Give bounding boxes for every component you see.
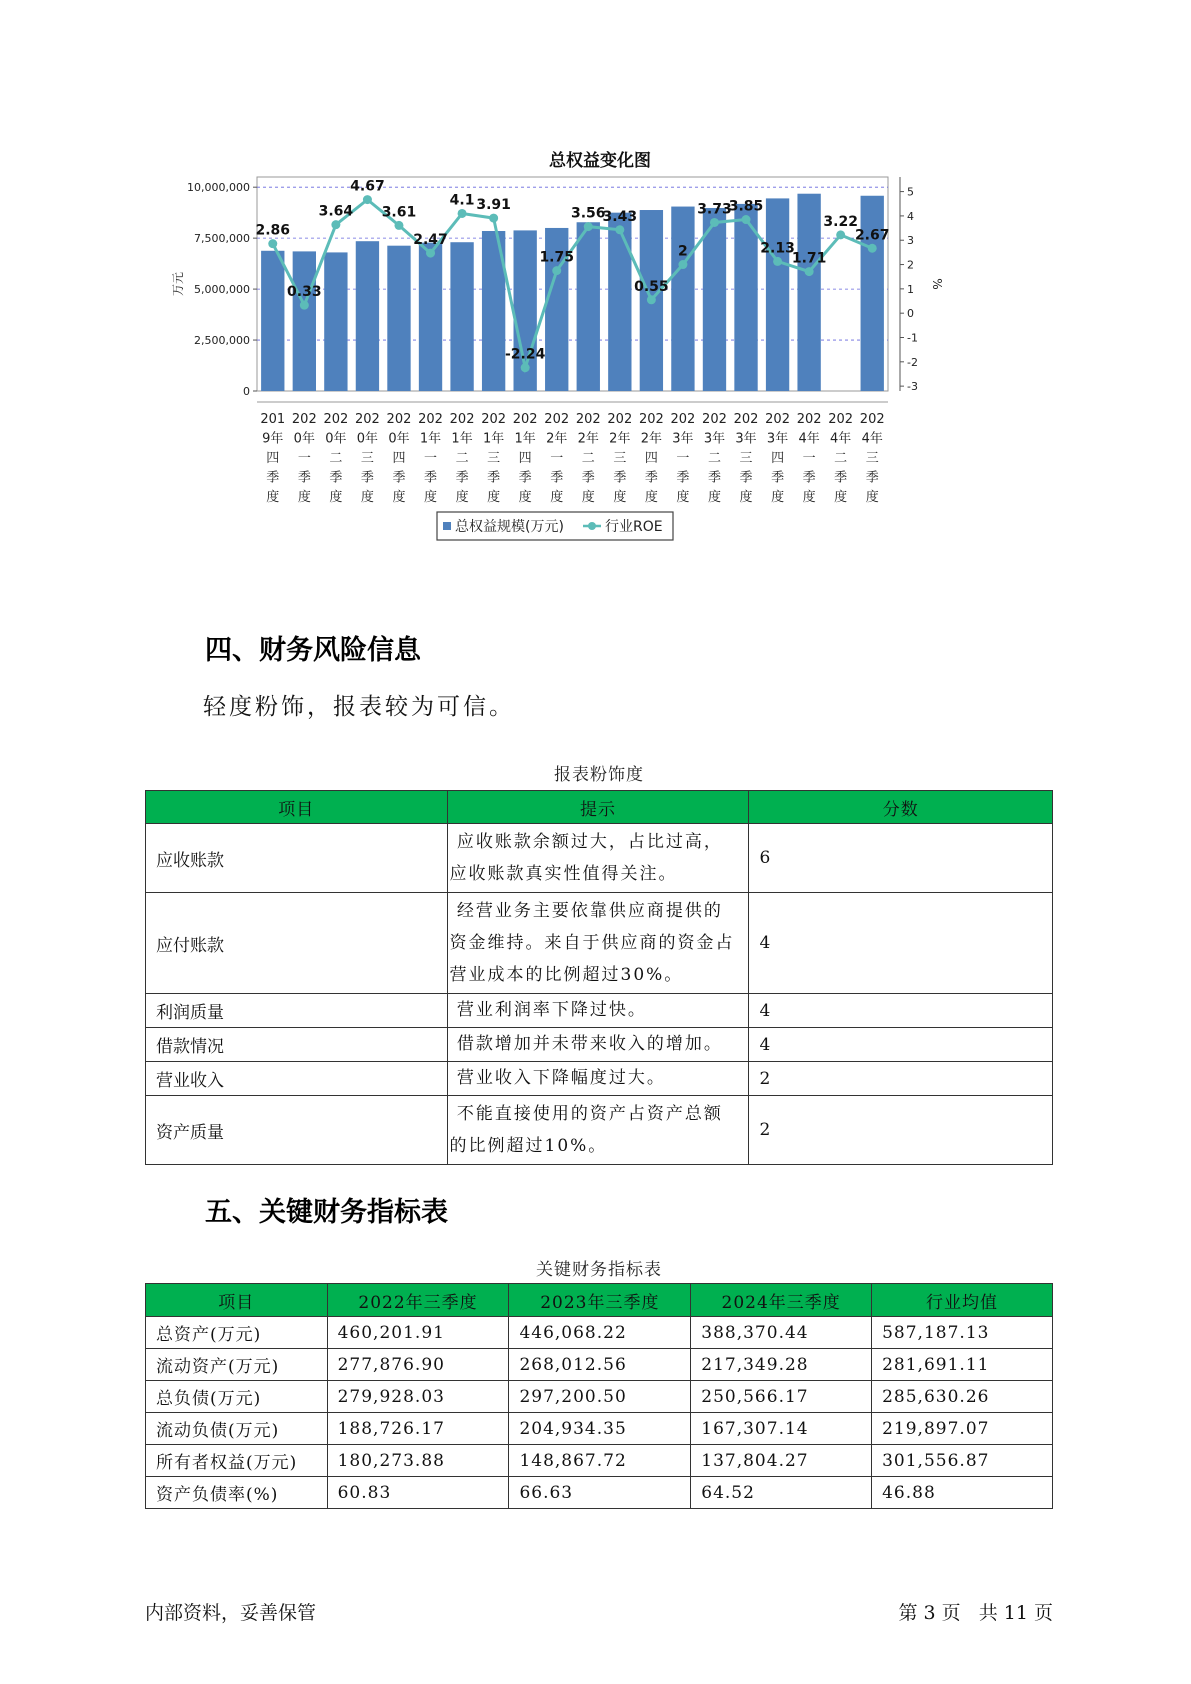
roe-point (268, 239, 277, 248)
kpi-value: 388,370.44 (691, 1317, 872, 1349)
table-row (146, 1317, 1053, 1349)
y-right-tick-label: -3 (907, 380, 918, 394)
risk-item: 利润质量 (146, 994, 448, 1028)
bar (450, 242, 473, 391)
kpi-header-2023q3: 2023年三季度 (509, 1284, 691, 1317)
x-tick-label: 202 4年三季度 (859, 412, 885, 505)
bar (608, 213, 631, 391)
kpi-item: 流动负债(万元) (146, 1413, 328, 1445)
y-left-tick-label: 10,000,000 (187, 181, 250, 195)
bar (766, 198, 789, 391)
table-row (146, 1062, 1053, 1096)
kpi-item: 总资产(万元) (146, 1317, 328, 1349)
risk-hint (447, 893, 749, 994)
kpi-table-header (146, 1284, 1053, 1317)
roe-data-label: 2.86 (255, 222, 291, 239)
x-tick-label: 202 3年三季度 (733, 412, 759, 505)
y-right-axis-label: % (930, 278, 944, 290)
risk-hint-line: 营业成本的比例超过30%。 (449, 965, 684, 985)
section4-heading: 四、财务风险信息 (205, 635, 421, 666)
kpi-header-2022q3: 2022年三季度 (327, 1284, 509, 1317)
y-right-tick-label: -2 (907, 355, 918, 369)
risk-item: 资产质量 (146, 1096, 448, 1165)
kpi-value: 148,867.72 (509, 1445, 691, 1477)
kpi-value: 587,187.13 (872, 1317, 1053, 1349)
bar (577, 222, 600, 391)
table-row (146, 1413, 1053, 1445)
x-tick-label: 201 9年四季度 (260, 412, 286, 505)
roe-data-label: 3.22 (823, 213, 858, 230)
y-left-tick-label: 5,000,000 (194, 283, 250, 297)
risk-hint (447, 1096, 749, 1165)
x-tick-label: 202 2年四季度 (638, 412, 664, 505)
x-tick-label: 202 0年四季度 (386, 412, 412, 505)
table-row (146, 994, 1053, 1028)
roe-data-label: 3.85 (728, 198, 764, 215)
table-row (146, 1028, 1053, 1062)
kpi-value: 60.83 (327, 1477, 509, 1509)
table-row (146, 1349, 1053, 1381)
roe-point (521, 363, 530, 372)
kpi-value: 446,068.22 (509, 1317, 691, 1349)
bar (356, 241, 379, 391)
roe-point (615, 225, 624, 234)
table-row (146, 1445, 1053, 1477)
risk-hint-line: 应收账款真实性值得关注。 (449, 864, 678, 884)
roe-data-label: 4.67 (350, 178, 385, 195)
kpi-value: 46.88 (872, 1477, 1053, 1509)
risk-hint-line: 借款增加并未带来收入的增加。 (449, 1034, 723, 1054)
header-hint: 提示 (447, 791, 749, 824)
bar (324, 252, 347, 391)
roe-data-label: 0.55 (634, 278, 669, 295)
chart-svg (160, 140, 1020, 600)
kpi-header-item: 项目 (146, 1284, 328, 1317)
roe-point (584, 222, 593, 231)
roe-data-label: 0.33 (287, 284, 322, 301)
y-left-axis-label: 万元 (171, 271, 185, 297)
kpi-item: 资产负债率(%) (146, 1477, 328, 1509)
kpi-item: 流动资产(万元) (146, 1349, 328, 1381)
x-tick-label: 202 4年一季度 (796, 412, 822, 505)
kpi-table-caption: 关键财务指标表 (536, 1260, 662, 1280)
risk-item: 应收账款 (146, 824, 448, 893)
kpi-value: 180,273.88 (327, 1445, 509, 1477)
risk-score: 2 (749, 1062, 1053, 1096)
kpi-item: 总负债(万元) (146, 1381, 328, 1413)
footer-confidential: 内部资料，妥善保管 (145, 1602, 317, 1624)
y-right-tick-label: 0 (907, 307, 914, 321)
risk-hint (447, 1028, 749, 1062)
bar (861, 196, 884, 391)
y-right-tick-label: 1 (907, 282, 914, 296)
bar (387, 246, 410, 391)
header-item: 项目 (146, 791, 448, 824)
legend-bar-label: 总权益规模(万元) (455, 519, 564, 535)
kpi-value: 277,876.90 (327, 1349, 509, 1381)
roe-data-label: -2.24 (504, 346, 546, 363)
risk-item: 营业收入 (146, 1062, 448, 1096)
y-left-tick-label: 7,500,000 (194, 232, 250, 246)
kpi-table (145, 1283, 1053, 1509)
roe-point (489, 214, 498, 223)
section5-heading: 五、关键财务指标表 (205, 1197, 448, 1228)
risk-hint-line: 的比例超过10%。 (449, 1136, 608, 1156)
table-row (146, 824, 1053, 893)
kpi-value: 301,556.87 (872, 1445, 1053, 1477)
risk-hint-line: 应收账款余额过大，占比过高， (449, 832, 723, 852)
risk-table (145, 790, 1053, 1165)
kpi-value: 297,200.50 (509, 1381, 691, 1413)
risk-item: 应付账款 (146, 893, 448, 994)
kpi-value: 66.63 (509, 1477, 691, 1509)
x-tick-label: 202 4年二季度 (828, 412, 854, 505)
roe-point (458, 209, 467, 218)
risk-score: 4 (749, 994, 1053, 1028)
table-row (146, 1096, 1053, 1165)
kpi-value: 279,928.03 (327, 1381, 509, 1413)
risk-table-header (146, 791, 1053, 824)
kpi-header-industry-avg: 行业均值 (872, 1284, 1053, 1317)
x-tick-label: 202 3年四季度 (765, 412, 790, 505)
risk-table-caption: 报表粉饰度 (554, 765, 644, 785)
kpi-value: 281,691.11 (872, 1349, 1053, 1381)
roe-data-label: 2.47 (413, 232, 448, 249)
risk-score: 6 (749, 824, 1053, 893)
risk-hint-line: 营业收入下降幅度过大。 (449, 1068, 666, 1088)
roe-data-label: 3.61 (381, 204, 417, 221)
y-left-tick-label: 0 (243, 385, 250, 398)
bar (419, 243, 442, 391)
x-tick-label: 202 0年三季度 (355, 412, 380, 505)
x-tick-label: 202 2年三季度 (607, 412, 633, 505)
kpi-value: 217,349.28 (691, 1349, 872, 1381)
y-left-tick-label: 2,500,000 (194, 334, 250, 348)
kpi-value: 219,897.07 (872, 1413, 1053, 1445)
risk-score: 2 (749, 1096, 1053, 1165)
kpi-value: 167,307.14 (691, 1413, 872, 1445)
kpi-item: 所有者权益(万元) (146, 1445, 328, 1477)
risk-hint-line: 资金维持。来自于供应商的资金占 (449, 933, 735, 953)
kpi-value: 285,630.26 (872, 1381, 1053, 1413)
risk-hint (447, 1062, 749, 1096)
chart-title: 总权益变化图 (549, 151, 651, 171)
risk-hint-line: 不能直接使用的资产占资产总额 (449, 1104, 723, 1124)
footer-page-number: 第 3 页 共 11 页 (898, 1602, 1053, 1624)
roe-data-label: 2 (678, 243, 688, 260)
roe-data-label: 3.64 (318, 203, 354, 220)
kpi-value: 188,726.17 (327, 1413, 509, 1445)
roe-point (742, 215, 751, 224)
kpi-value: 460,201.91 (327, 1317, 509, 1349)
roe-point (710, 218, 719, 227)
legend-bar-swatch (443, 522, 451, 530)
table-row (146, 893, 1053, 994)
roe-point (331, 220, 340, 229)
risk-summary: 轻度粉饰，报表较为可信。 (203, 694, 515, 720)
roe-point (394, 221, 403, 230)
kpi-header-2024q3: 2024年三季度 (691, 1284, 872, 1317)
y-right-tick-label: 5 (907, 185, 914, 199)
y-right-tick-label: 3 (907, 234, 914, 248)
x-tick-label: 202 0年二季度 (323, 412, 349, 505)
table-row (146, 1381, 1053, 1413)
risk-hint-line: 营业利润率下降过快。 (449, 1000, 647, 1020)
risk-score: 4 (749, 1028, 1053, 1062)
roe-point (773, 257, 782, 266)
roe-data-label: 2.67 (854, 227, 890, 244)
roe-point (805, 267, 814, 276)
table-row (146, 1477, 1053, 1509)
risk-item: 借款情况 (146, 1028, 448, 1062)
x-tick-label: 202 2年一季度 (544, 412, 570, 505)
bar (671, 207, 694, 391)
roe-point (552, 266, 561, 275)
x-tick-label: 202 1年四季度 (512, 412, 538, 505)
roe-data-label: 1.71 (791, 250, 827, 267)
x-tick-label: 202 1年三季度 (481, 412, 507, 505)
roe-point (363, 195, 372, 204)
risk-hint (447, 994, 749, 1028)
x-tick-label: 202 3年一季度 (670, 412, 696, 505)
risk-hint (447, 824, 749, 893)
roe-data-label: 3.91 (476, 197, 511, 214)
risk-score: 4 (749, 893, 1053, 994)
legend-line-label: 行业ROE (605, 519, 663, 535)
kpi-value: 204,934.35 (509, 1413, 691, 1445)
roe-point (678, 260, 687, 269)
kpi-value: 64.52 (691, 1477, 872, 1509)
roe-data-label: 4.1 (449, 192, 475, 209)
roe-point (647, 295, 656, 304)
kpi-value: 137,804.27 (691, 1445, 872, 1477)
roe-point (300, 301, 309, 310)
bar (261, 251, 284, 391)
roe-data-label: 2.13 (760, 240, 795, 257)
bar (293, 251, 316, 391)
y-right-tick-label: 4 (907, 209, 914, 223)
x-tick-label: 202 1年一季度 (418, 412, 443, 505)
roe-point (426, 249, 435, 258)
x-tick-label: 202 2年二季度 (575, 412, 601, 505)
bar (797, 194, 820, 391)
x-tick-label: 202 0年一季度 (291, 412, 317, 505)
roe-data-label: 3.56 (571, 205, 606, 222)
roe-data-label: 3.73 (697, 201, 732, 218)
roe-point (836, 230, 845, 239)
y-right-tick-label: -1 (907, 331, 918, 345)
header-score: 分数 (749, 791, 1053, 824)
x-tick-label: 202 1年二季度 (449, 412, 475, 505)
x-tick-label: 202 3年二季度 (702, 412, 727, 505)
roe-data-label: 1.75 (539, 249, 574, 266)
equity-change-chart (160, 140, 1020, 600)
legend-line-marker (588, 522, 596, 530)
y-right-tick-label: 2 (907, 258, 914, 272)
roe-data-label: 3.43 (602, 208, 638, 225)
kpi-value: 250,566.17 (691, 1381, 872, 1413)
risk-hint-line: 经营业务主要依靠供应商提供的 (449, 901, 723, 921)
kpi-value: 268,012.56 (509, 1349, 691, 1381)
roe-point (868, 244, 877, 253)
